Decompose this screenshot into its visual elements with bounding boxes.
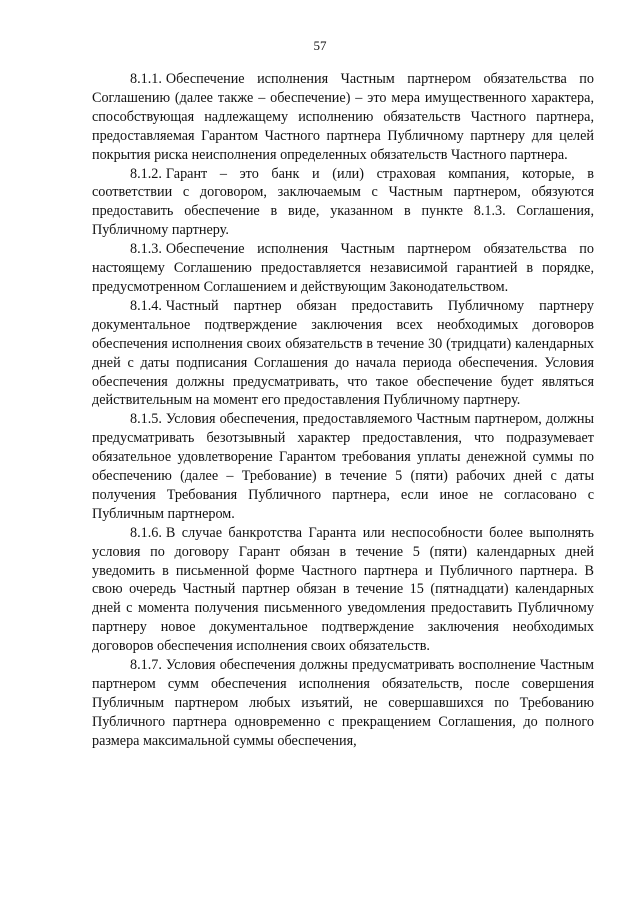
clause-text: Обеспечение исполнения Частным партнером обязательства по Соглашению (далее также – обеспечение) – это мера имущественного характера, способствующая надлежащему исполнению обязательств Частного партнера, предоставляемая Гарантом Частного партнера Публичному партнеру для целей покрытия риска неисполнения определенных обязательств Частного партнера. — [92, 71, 594, 163]
clause-number: 8.1.2. — [130, 165, 162, 182]
clause-number: 8.1.4. — [130, 297, 162, 314]
clause-number: 8.1.1. — [130, 71, 162, 87]
paragraph-8-1-2 — [92, 165, 594, 241]
document-body — [92, 70, 594, 751]
paragraph-8-1-7 — [92, 656, 594, 751]
clause-text: Условия обеспечения, предоставляемого Частным партнером, должны предусматривать безотзывный характер предоставления, что подразумевает обязательное удовлетворение Гарантом требования уплаты денежной суммы по обеспечению (далее – Требование) в течение 5 (пяти) рабочих дней с даты получения Требования Публичного партнера, если иное не согласовано с Публичным партнером. — [92, 411, 594, 522]
clause-text: Гарант – это банк и (или) страховая компания, которые, в соответствии с договором, заключаемым с Частным партнером, обязуются предоставить обеспечение в виде, указанном в пункте 8.1.3. Соглашения, Публичному партнеру. — [92, 165, 594, 239]
clause-number: 8.1.3. — [130, 241, 162, 258]
paragraph-8-1-4 — [92, 297, 594, 410]
page-number: 57 — [313, 38, 327, 53]
clause-number: 8.1.5. — [130, 411, 162, 428]
paragraph-8-1-3 — [92, 240, 594, 297]
clause-text: В случае банкротства Гаранта или неспособности более выполнять условия по договору Гарант обязан в течение 5 (пяти) календарных дней уведомить в письменной форме Частного партнера и Публичного партнера. В свою очередь Частный партнер обязан в течение 15 (пятнадцати) календарных дней с момента получения письменного уведомления предоставить Публичному партнеру новое документальное подтверждение заключения необходимых договоров обеспечения исполнения своих обязательств. — [92, 524, 594, 655]
paragraph-8-1-5 — [92, 410, 594, 523]
clause-number: 8.1.6. — [130, 524, 162, 541]
clause-number: 8.1.7. — [130, 657, 162, 674]
paragraph-8-1-1 — [92, 70, 594, 165]
clause-text: Условия обеспечения должны предусматривать восполнение Частным партнером сумм обеспечения исполнения обязательств, после совершения Публичным партнером любых изъятий, не совершавшихся по Требованию Публичного партнера одновременно с прекращением Соглашения, до полного размера максимальной суммы обеспечения, — [92, 657, 594, 749]
paragraph-8-1-6 — [92, 524, 594, 656]
clause-text: Обеспечение исполнения Частным партнером обязательства по настоящему Соглашению предоставляется независимой гарантией в порядке, предусмотренном Соглашением и действующим Законодательством. — [92, 241, 594, 295]
clause-text: Частный партнер обязан предоставить Публичному партнеру документальное подтверждение заключения всех необходимых договоров обеспечения исполнения своих обязательств в течение 30 (тридцати) календарных дней с даты подписания Соглашения до начала периода обеспечения. Условия обеспечения должны предусматривать, что такое обеспечение будет являться действительным на момент его предоставления Публичному партнеру. — [92, 297, 594, 409]
